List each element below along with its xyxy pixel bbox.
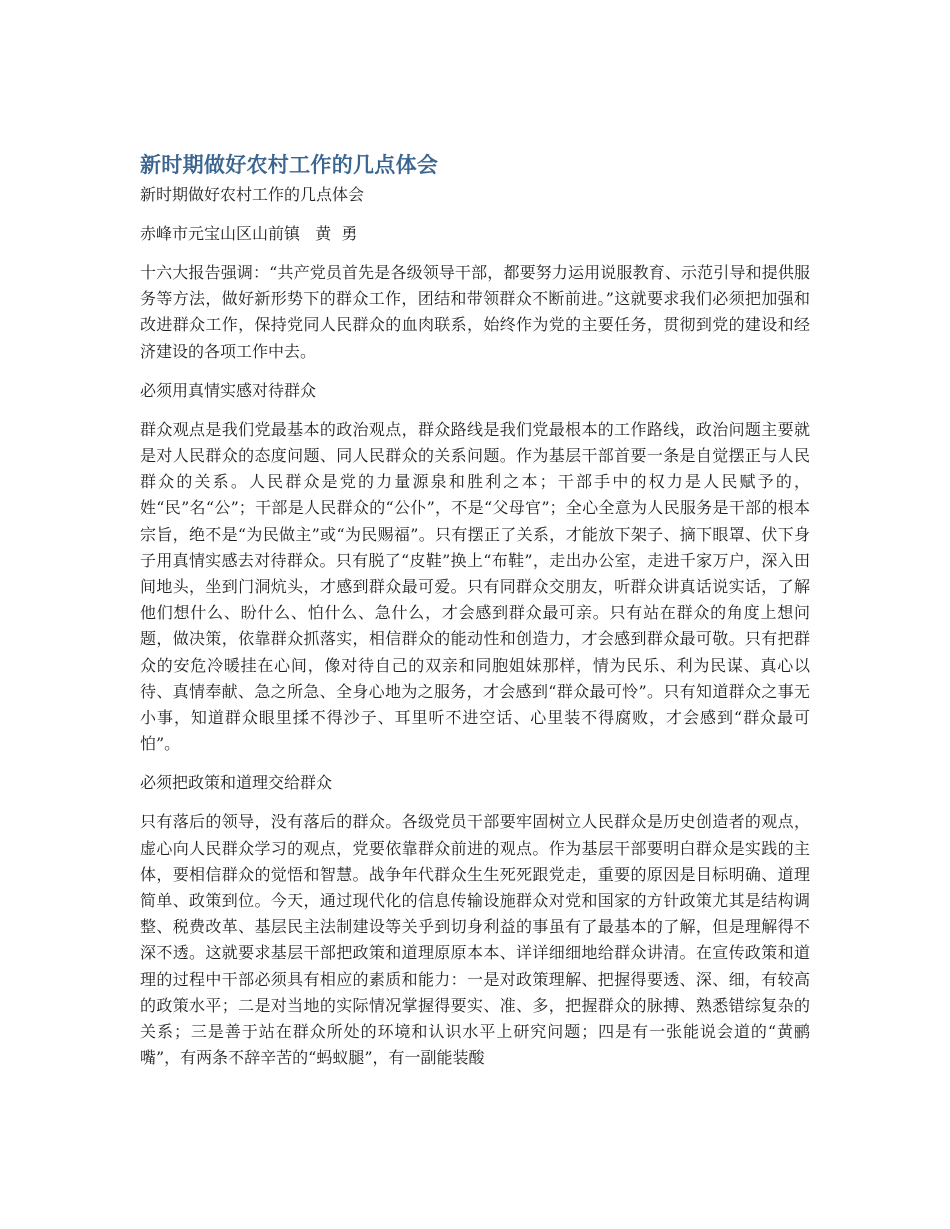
document-title: 新时期做好农村工作的几点体会 xyxy=(140,153,439,177)
intro-paragraph: 十六大报告强调：“共产党员首先是各级领导干部，都要努力运用说服教育、示范引导和提供服务等方法，做好新形势下的群众工作，团结和带领群众不断前进。”这就要求我们必须把加强和改进群众工作，保持党同人民群众的血肉联系，始终作为党的主要任务，贯彻到党的建设和经济建设的各项工作中去。 xyxy=(140,263,810,361)
document-page xyxy=(140,150,810,1071)
document-subtitle: 新时期做好农村工作的几点体会 xyxy=(140,185,365,204)
author-line: 赤峰市元宝山区山前镇 黄 勇 xyxy=(140,224,358,243)
section-heading: 必须把政策和道理交给群众 xyxy=(140,773,333,793)
section-body: 群众观点是我们党最基本的政治观点，群众路线是我们党最根本的工作路线，政治问题主要就是对人民群众的态度问题、同人民群众的关系问题。作为基层干部首要一条是自觉摆正与人民群众的关系。人民群众是党的力量源泉和胜利之本；干部手中的权力是人民赋予的，姓“民”名“公”；干部是人民群众的“公仆”，不是“父母官”；全心全意为人民服务是干部的根本宗旨，绝不是“为民做主”或“为民赐福”。只有摆正了关系，才能放下架子、摘下眼罩、伏下身子用真情实感去对待群众。只有脱了“皮鞋”换上“布鞋”，走出办公室，走进千家万户，深入田间地头，坐到门洞炕头，才感到群众最可爱。只有同群众交朋友，听群众讲真话说实话，了解他们想什么、盼什么、怕什么、急什么，才会感到群众最可亲。只有站在群众的角度上想问题，做决策，依靠群众抓落实，相信群众的能动性和创造力，才会感到群众最可敬。只有把群众的安危冷暖挂在心间，像对待自己的双亲和同胞姐妹那样，情为民乐、利为民谋、真心以待、真情奉献、急之所急、全身心地为之服务，才会感到“群众最可怜”。只有知道群众之事无小事，知道群众眼里揉不得沙子、耳里听不进空话、心里装不得腐败，才会感到“群众最可怕”。 xyxy=(140,419,810,754)
section-body: 只有落后的领导，没有落后的群众。各级党员干部要牢固树立人民群众是历史创造者的观点，虚心向人民群众学习的观点，党要依靠群众前进的观点。作为基层干部要明白群众是实践的主体，要相信群众的觉悟和智慧。战争年代群众生生死死跟党走，重要的原因是目标明确、道理简单、政策到位。今天，通过现代化的信息传输设施群众对党和国家的方针政策尤其是结构调整、税费改革、基层民主法制建设等关乎到切身利益的事虽有了最基本的了解，但是理解得不深不透。这就要求基层干部把政策和道理原原本本、详详细细地给群众讲清。在宣传政策和道理的过程中干部必须具有相应的素质和能力：一是对政策理解、把握得要透、深、细，有较高的政策水平；二是对当地的实际情况掌握得要实、准、多，把握群众的脉搏、熟悉错综复杂的关系；三是善于站在群众所处的环境和认识水平上研究问题；四是有一张能说会道的“黄鹂嘴”，有两条不辞辛苦的“蚂蚁腿”，有一副能装酸 xyxy=(140,812,810,1068)
section-heading: 必须用真情实感对待群众 xyxy=(140,380,317,400)
